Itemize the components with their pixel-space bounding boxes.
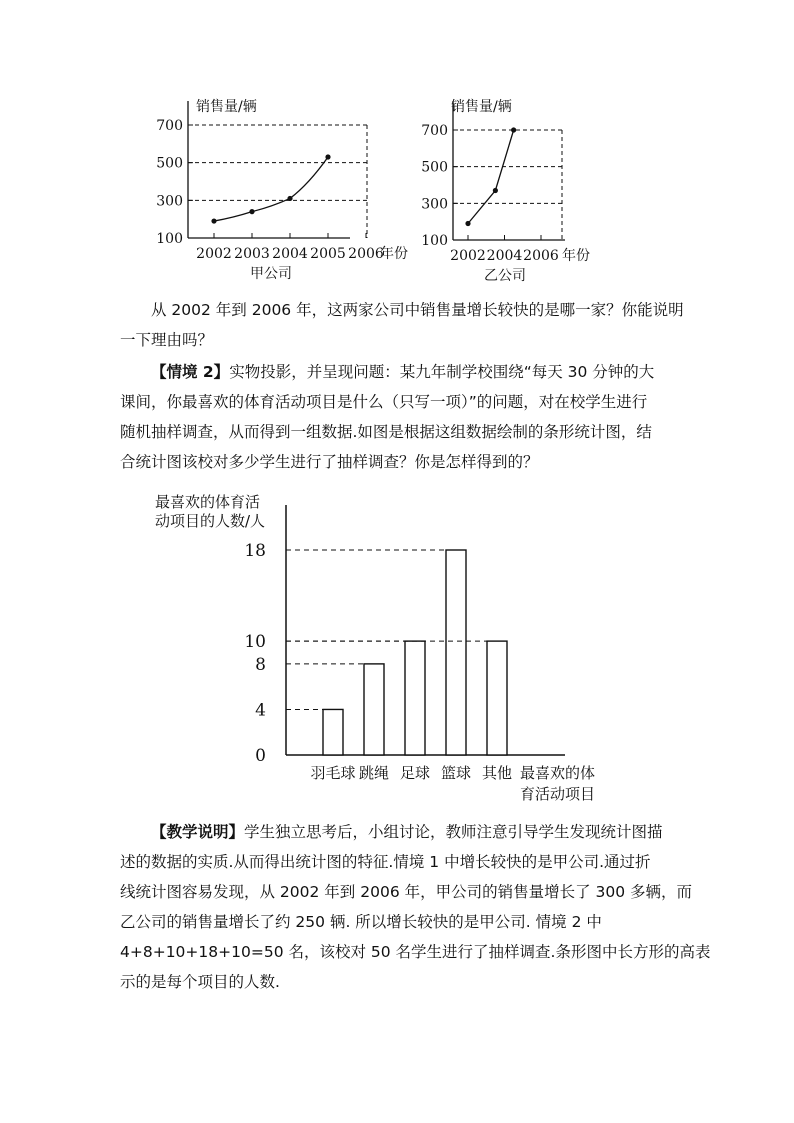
bar: [446, 550, 466, 755]
y-tick-label: 100: [156, 231, 183, 247]
situation-2-heading: 【情境 2】: [151, 363, 230, 381]
sports-bar-chart: [150, 485, 620, 815]
y-tick-label: 500: [156, 155, 183, 172]
company-b-line-chart: [415, 95, 605, 285]
ex-line2: 述的数据的实质.从而得出统计图的特征.情境 1 中增长较快的是甲公司.通过折: [120, 853, 651, 871]
x-tick-label: 2006: [348, 246, 384, 262]
bar: [364, 664, 384, 755]
s2-line3: 随机抽样调查，从而得到一组数据.如图是根据这组数据绘制的条形统计图，结: [120, 423, 652, 441]
category-label: 羽毛球: [310, 764, 356, 782]
bar: [405, 641, 425, 755]
category-label: 篮球: [440, 764, 472, 782]
ex-line6: 示的是每个项目的人数.: [120, 973, 280, 991]
q1-line1: 从 2002 年到 2006 年，这两家公司中销售量增长较快的是哪一家？你能说明: [151, 301, 684, 319]
data-point: [249, 209, 254, 214]
series-line: [468, 130, 514, 224]
y-tick-label: 100: [421, 233, 448, 249]
question-1: [120, 295, 684, 355]
y-axis-label: 销售量/辆: [451, 99, 512, 115]
chart-title: 甲公司: [250, 266, 292, 282]
x-axis-label: 年份: [562, 248, 590, 264]
data-point: [493, 188, 498, 193]
category-label: 足球: [399, 764, 431, 782]
chart-title: 乙公司: [484, 268, 526, 284]
x-tick-label: 2004: [486, 248, 523, 264]
x-axis-label: 育活动项目: [520, 785, 596, 803]
y-tick-label: 4: [255, 700, 266, 721]
x-axis-label: 最喜欢的体: [520, 764, 596, 782]
data-point: [211, 218, 216, 223]
y-axis-label: 销售量/辆: [196, 99, 257, 115]
y-tick-label: 0: [255, 746, 266, 766]
data-point: [325, 154, 330, 159]
category-label: 跳绳: [358, 764, 390, 782]
x-axis-label: 年份: [380, 246, 408, 262]
bar: [487, 641, 507, 755]
y-tick-label: 10: [244, 632, 266, 653]
x-tick-label: 2006: [523, 248, 559, 264]
y-axis-label: 最喜欢的体育活: [155, 493, 261, 511]
bar: [323, 709, 343, 755]
x-tick-label: 2002: [450, 248, 486, 264]
q1-line2: 一下理由吗？: [120, 331, 214, 349]
x-tick-label: 2003: [234, 246, 270, 262]
teaching-explanation: [120, 817, 711, 997]
y-tick-label: 700: [421, 123, 448, 139]
s2-line1: 实物投影，并呈现问题：某九年制学校围绕“每天 30 分钟的大: [229, 363, 655, 381]
y-tick-label: 700: [156, 118, 183, 134]
ex-line1: 学生独立思考后，小组讨论，教师注意引导学生发现统计图描: [244, 823, 663, 841]
x-tick-label: 2005: [310, 246, 346, 262]
company-a-line-chart: [150, 95, 420, 285]
s2-line2: 课间，你最喜欢的体育活动项目是什么（只写一项）”的问题，对在校学生进行: [120, 393, 648, 411]
y-tick-label: 18: [244, 541, 266, 561]
y-tick-label: 8: [255, 654, 266, 675]
y-tick-label: 500: [421, 159, 448, 176]
explanation-heading: 【教学说明】: [151, 823, 245, 841]
y-tick-label: 300: [156, 193, 183, 210]
s2-line4: 合统计图该校对多少学生进行了抽样调查？你是怎样得到的？: [120, 453, 539, 471]
x-tick-label: 2002: [196, 246, 232, 262]
data-point: [287, 196, 292, 201]
situation-2: [120, 357, 680, 477]
ex-line5: 4+8+10+18+10=50 名，该校对 50 名学生进行了抽样调查.条形图中长方形的高表: [120, 943, 711, 961]
data-point: [465, 221, 470, 226]
series-line: [214, 157, 328, 221]
data-point: [511, 127, 516, 132]
x-tick-label: 2004: [272, 246, 308, 262]
y-tick-label: 300: [421, 196, 448, 213]
ex-line4: 乙公司的销售量增长了约 250 辆. 所以增长较快的是甲公司. 情境 2 中: [120, 913, 602, 931]
ex-line3: 线统计图容易发现，从 2002 年到 2006 年，甲公司的销售量增长了 300 多辆，而: [120, 883, 693, 901]
category-label: 其他: [481, 764, 513, 782]
y-axis-label: 动项目的人数/人: [155, 512, 266, 530]
